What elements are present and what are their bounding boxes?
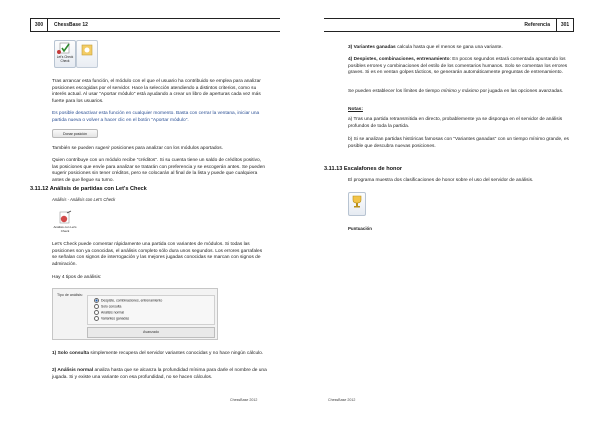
paragraph: Hay 4 tipos de análisis: <box>52 275 102 280</box>
section-title: 3.11.12 Análisis de partidas con Let's Check <box>30 186 147 192</box>
analysis-type-dialog <box>52 288 218 340</box>
paragraph <box>52 351 268 358</box>
donate-position-button-image <box>52 129 98 138</box>
text: : En pocos segundos estará comentada apuntando los posibles errores y combinaciones del estilo de los comentarios humanos. Solo se comentan los errores graves. Si es en ventan golpes tácticos, se generarán automáticamente preguntas de entrenamiento. <box>348 57 568 76</box>
paragraph: Tras arrancar esta función, el módulo con el que el usuario ha contribuido se emplea para analizar posiciones escogidas por el servidor. Hace la selección atendiendo a distintos criterios, como su interés actual. Al usar "Aportar módulo" está ayudando a crear un libro de aperturas cada vez más fuerte para los usuarios. <box>52 79 261 104</box>
figure-caption: Puntuación <box>348 226 372 231</box>
icon-sublabel: Check <box>60 59 70 63</box>
paragraph <box>348 57 570 77</box>
paragraph <box>52 146 268 153</box>
lets-check-icon <box>54 40 76 68</box>
icon-label: Let's Check <box>56 55 74 59</box>
page-number: 300 <box>30 18 48 32</box>
ranking-icon <box>348 192 366 216</box>
page-footer: ChessBase 2012 <box>328 398 356 402</box>
text: También se pueden <box>52 146 96 151</box>
text-bold: 3) Variantes ganadas <box>348 45 396 50</box>
text-italic: mínimo y máximo <box>441 89 479 94</box>
text: analiza hasta que se alcanza la profundidad mínima para darle el nombre de una jugada. Si y existe una variante con esa profundidad, no se hacen cálculos. <box>52 368 267 380</box>
paragraph <box>348 45 570 52</box>
right-page-header <box>324 18 574 32</box>
paragraph: El programa muestra dos clasificaciones de honor sobre el uso del servidor de análisis. <box>348 178 534 183</box>
trophy-icon <box>349 193 365 209</box>
text-bold: 1) Solo consulta <box>52 351 90 356</box>
radio-icon[interactable] <box>94 304 99 309</box>
paragraph: b) Si se analizan partidas históricas famosas con "Variantes ganadas" con un tiempo mínimo grande, es posible que descubra nuevas posiciones. <box>348 137 569 149</box>
option-label: Análisis normal <box>101 310 124 315</box>
radio-selected-icon[interactable] <box>94 298 99 303</box>
section-title: 3.11.13 Escalafones de honor <box>324 166 403 172</box>
page-number: 301 <box>556 18 574 32</box>
running-title: Referencia <box>524 22 550 28</box>
option-label: Solo consulta <box>101 304 122 309</box>
page-footer: ChessBase 2012 <box>230 398 258 402</box>
analysis-type-group <box>87 295 215 325</box>
paragraph: a) Tras una partida retransmitida en directo, probablemente ya se disponga en el servidor de análisis profundos de toda la partida. <box>348 117 563 129</box>
text: Se pueden establecer los límites de tiempo <box>348 89 442 94</box>
text: por jugada en las opciones avanzadas. <box>478 89 564 94</box>
radio-icon[interactable] <box>94 316 99 321</box>
radio-icon[interactable] <box>94 310 99 315</box>
option-label: Variantes ganadas <box>101 316 130 321</box>
text-bold: 4) Despistes, combinaciones, entrenamiento <box>348 57 450 62</box>
right-page <box>300 0 600 424</box>
icon-label: Análisis con Let's Check <box>53 225 77 233</box>
engine-icon <box>77 41 97 61</box>
paragraph <box>348 89 570 96</box>
text-bold: 2) Análisis normal <box>52 368 94 373</box>
analysis-icon <box>52 210 78 226</box>
paragraph: Es posible desactivar esta función en cualquier momento. Basta con cerrar la ventana, iniciar una partida nueva o volver a hacer clic en el botón "Aportar módulo". <box>52 111 260 123</box>
dialog-title: Tipo de análisis: <box>57 293 83 297</box>
notes-heading: Notas: <box>348 107 363 112</box>
analysis-option[interactable] <box>94 310 124 315</box>
text-italic: sugerir <box>95 146 110 151</box>
button-image-label: Donar posición <box>63 132 87 136</box>
paragraph <box>52 368 268 381</box>
left-page-header <box>30 18 280 32</box>
analysis-option[interactable] <box>94 304 121 309</box>
text: simplemente recupera del servidor variantes conocidas y no hace ningún cálculo. <box>89 351 264 356</box>
analysis-option[interactable] <box>94 298 162 303</box>
running-title: ChessBase 12 <box>54 22 88 28</box>
paragraph: Quien contribuye con un módulo recibe "créditos". Si su cuenta tiene un saldo de créditos positivo, las posiciones que envíe para analizar se tratarán con preferencia y se escogerán antes. Se pueden sugerir posiciones sin tener créditos, pero se colocarán al final de la lista y puede que cualquiera antes de que llegue su turno. <box>52 158 266 183</box>
option-label: Despiste, combinaciones, entrenamiento <box>101 298 163 303</box>
check-icon <box>55 41 75 55</box>
advanced-button[interactable]: Avanzado <box>87 327 215 338</box>
contribute-engine-icon <box>76 40 98 68</box>
text: posiciones para analizar con los módulos aportados. <box>109 146 223 151</box>
menu-path: Análisis - Análisis con Let's Check <box>52 197 116 202</box>
analysis-option[interactable] <box>94 316 129 321</box>
text: calcula hasta que el menos se gana una variante. <box>395 45 503 50</box>
analysis-icon-tile <box>52 210 78 236</box>
paragraph: Let's Check puede comentar rápidamente una partida con variantes de módulos. Si todas las posiciones son ya conocidas, el análisis completo sólo dura unos segundos. Los errores garrafales se señalan con signos de interrogación y las mejores jugadas conocidas se marcan con signos de admiración. <box>52 242 263 267</box>
